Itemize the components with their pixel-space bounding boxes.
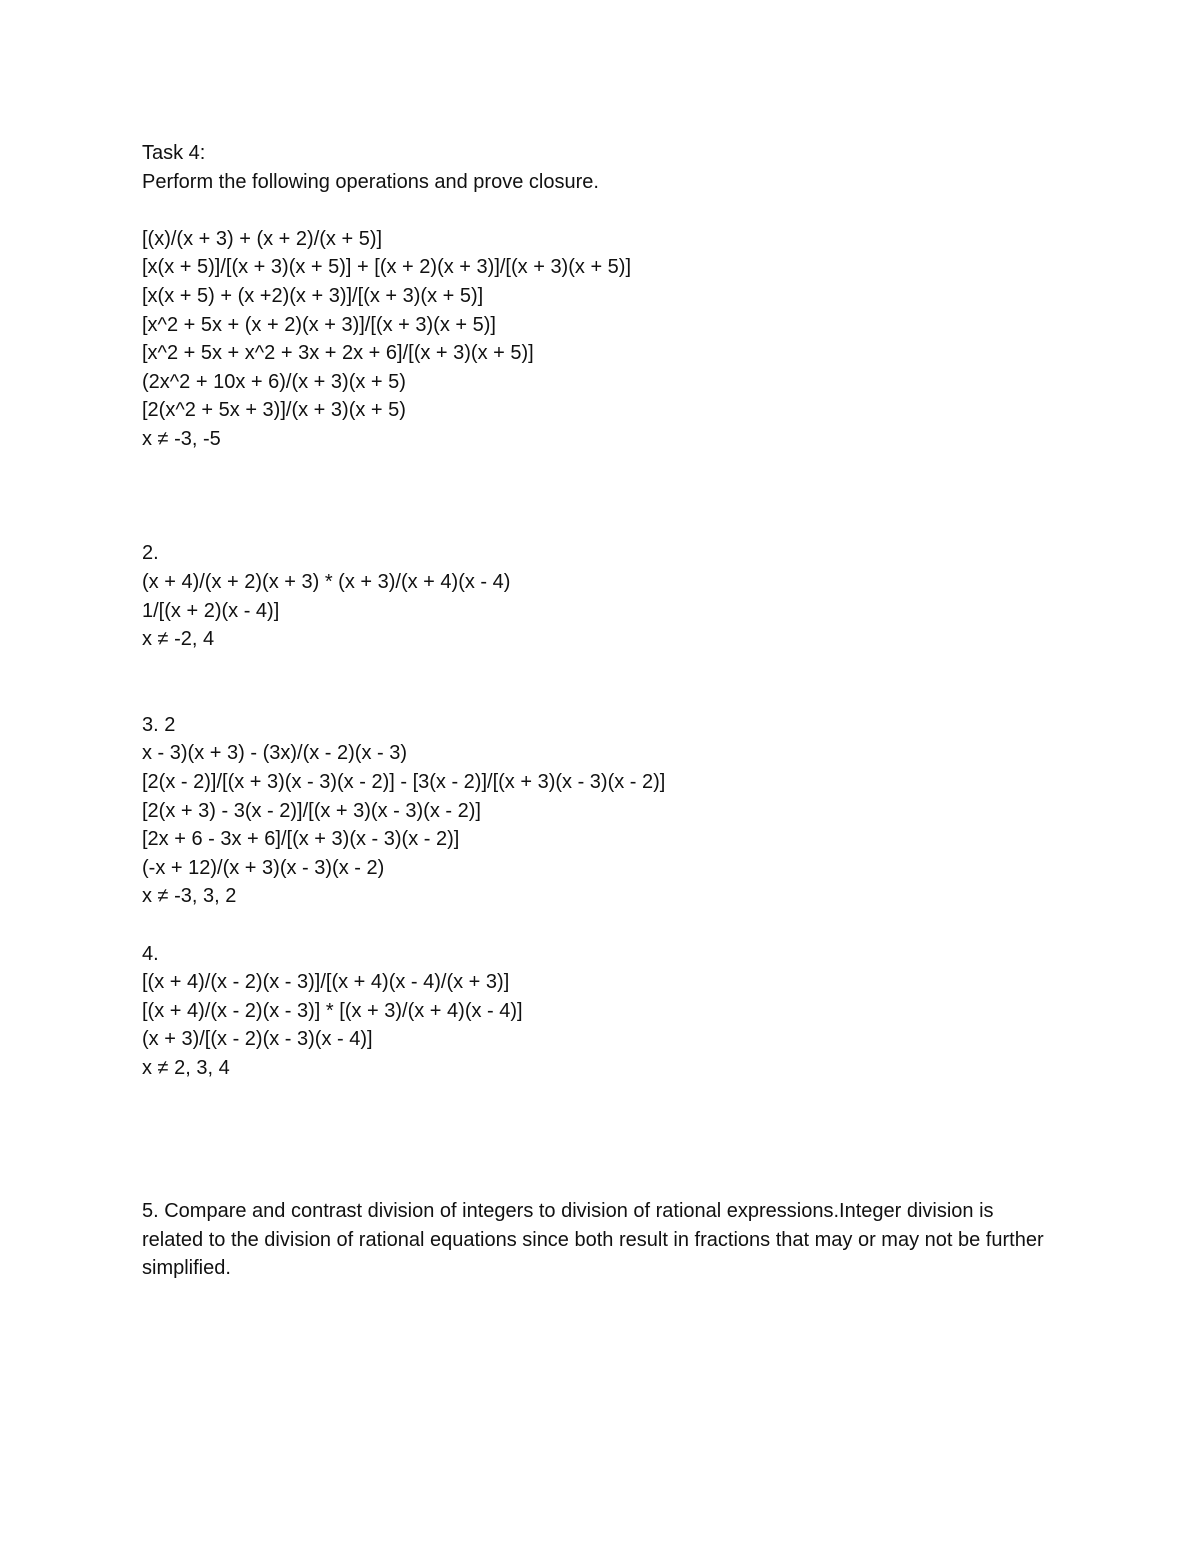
problem-4-restriction: x ≠ 2, 3, 4 <box>142 1057 230 1080</box>
problem-3-step: [2(x + 3) - 3(x - 2)]/[(x + 3)(x - 3)(x - 2)] <box>142 799 481 822</box>
problem-3-step: [2(x - 2)]/[(x + 3)(x - 3)(x - 2)] - [3(x - 2)]/[(x + 3)(x - 3)(x - 2)] <box>142 771 666 794</box>
problem-3-number: 3. 2 <box>142 713 176 736</box>
problem-1-step: [2(x^2 + 5x + 3)]/(x + 3)(x + 5) <box>142 399 406 422</box>
task-title: Task 4: <box>142 142 206 164</box>
problem-4-step: [(x + 4)/(x - 2)(x - 3)]/[(x + 4)(x - 4)/(x + 3)] <box>142 971 510 994</box>
problem-3-step: x - 3)(x + 3) - (3x)/(x - 2)(x - 3) <box>142 742 407 765</box>
problem-2-step: 1/[(x + 2)(x - 4)] <box>142 599 280 622</box>
problem-2-restriction: x ≠ -2, 4 <box>142 628 215 651</box>
problem-1-step: [x(x + 5) + (x +2)(x + 3)]/[(x + 3)(x + 5)] <box>142 284 484 307</box>
document-body <box>142 139 1062 1283</box>
task-instructions: Perform the following operations and prove closure. <box>142 170 599 193</box>
problem-3-step: (-x + 12)/(x + 3)(x - 3)(x - 2) <box>142 856 385 879</box>
problem-4 <box>142 940 1062 1083</box>
problem-3-restriction: x ≠ -3, 3, 2 <box>142 885 237 908</box>
spacer <box>142 654 1062 711</box>
spacer <box>142 454 1062 540</box>
problem-3 <box>142 711 1062 911</box>
problem-4-step: [(x + 4)/(x - 2)(x - 3)] * [(x + 3)/(x + 4)(x - 4)] <box>142 999 523 1022</box>
problem-1-step: [(x)/(x + 3) + (x + 2)/(x + 5)] <box>142 227 383 250</box>
problem-1-step: [x^2 + 5x + (x + 2)(x + 3)]/[(x + 3)(x + 5)] <box>142 313 496 336</box>
problem-4-step: (x + 3)/[(x - 2)(x - 3)(x - 4)] <box>142 1028 373 1051</box>
problem-1-restriction: x ≠ -3, -5 <box>142 427 221 450</box>
problem-4-number: 4. <box>142 942 159 965</box>
problem-1 <box>142 225 1062 454</box>
problem-2 <box>142 539 1062 653</box>
problem-1-step: (2x^2 + 10x + 6)/(x + 3)(x + 5) <box>142 370 406 393</box>
problem-2-step: (x + 4)/(x + 2)(x + 3) * (x + 3)/(x + 4)(x - 4) <box>142 570 511 593</box>
question-5-paragraph: 5. Compare and contrast division of integers to division of rational expressions.Integer division is related to the division of rational equations since both result in fractions that may or may not be further simplified. <box>142 1200 1044 1280</box>
problem-2-number: 2. <box>142 542 159 565</box>
spacer <box>142 196 1062 225</box>
problem-1-step: [x^2 + 5x + x^2 + 3x + 2x + 6]/[(x + 3)(x + 5)] <box>142 342 534 365</box>
spacer <box>142 1083 1062 1197</box>
problem-3-step: [2x + 6 - 3x + 6]/[(x + 3)(x - 3)(x - 2)] <box>142 828 460 851</box>
spacer <box>142 911 1062 940</box>
problem-1-step: [x(x + 5)]/[(x + 3)(x + 5)] + [(x + 2)(x + 3)]/[(x + 3)(x + 5)] <box>142 256 632 279</box>
